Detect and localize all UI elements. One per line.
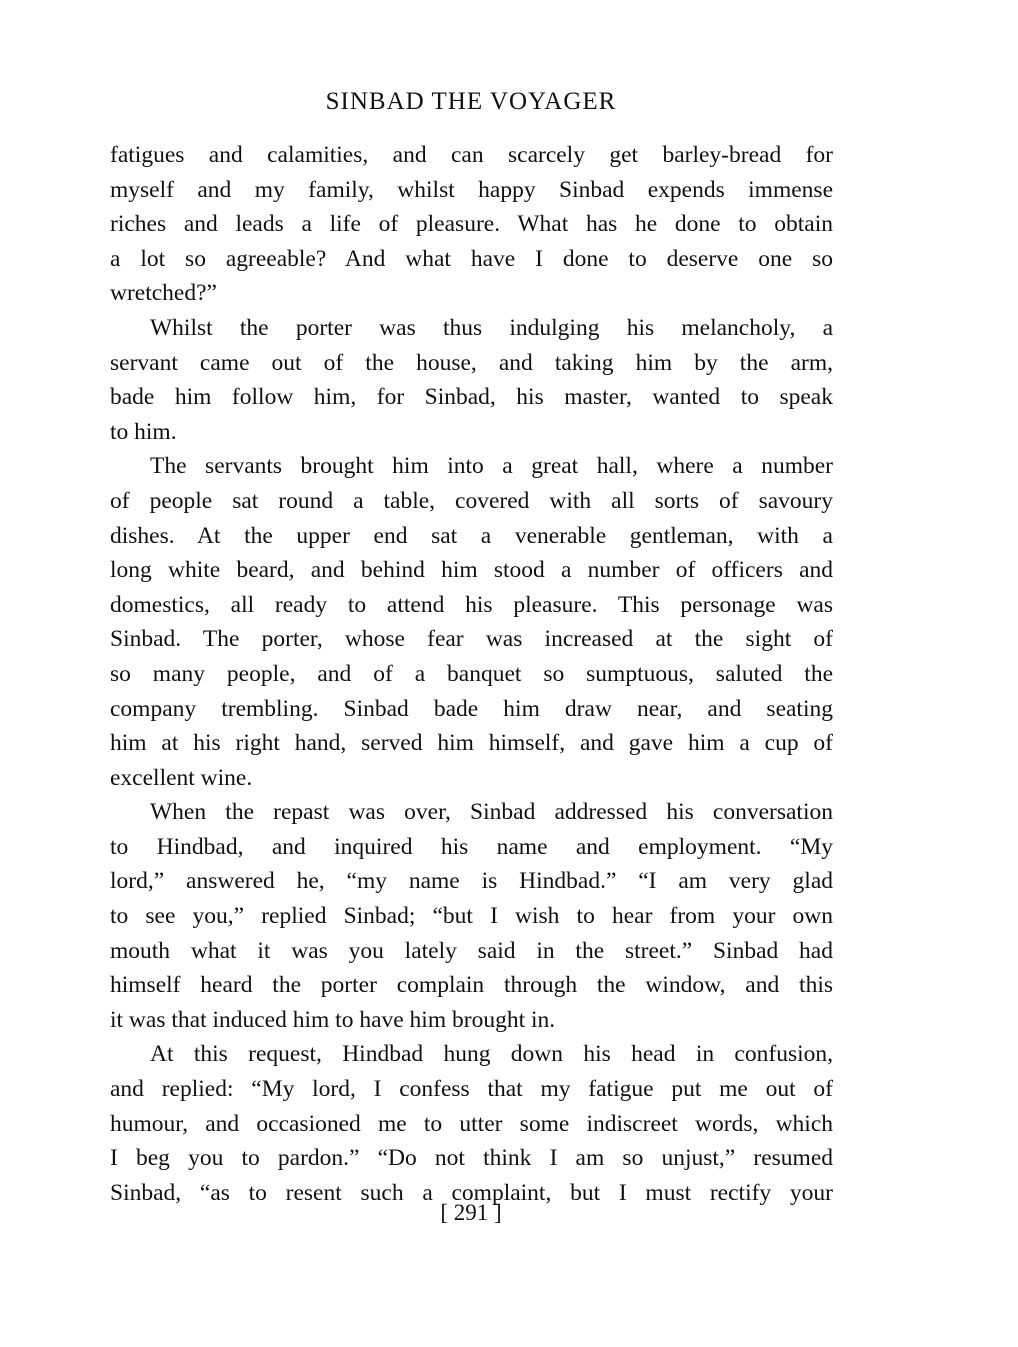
text-line: it was that induced him to have him brought in. xyxy=(110,1006,556,1033)
text-line: dishes. At the upper end sat a venerable gentleman, with a xyxy=(110,522,833,549)
body-text xyxy=(110,138,833,1210)
text-line: to him. xyxy=(110,418,177,445)
text-line: a lot so agreeable? And what have I done to deserve one so xyxy=(110,245,833,272)
text-line: of people sat round a table, covered with all sorts of savoury xyxy=(110,487,833,514)
text-line: The servants brought him into a great hall, where a number xyxy=(150,453,833,480)
text-line: myself and my family, whilst happy Sinbad expends immense xyxy=(110,176,833,203)
text-line: domestics, all ready to attend his pleasure. This personage was xyxy=(110,591,833,618)
text-line: fatigues and calamities, and can scarcely get barley-bread for xyxy=(110,142,833,168)
text-line: excellent wine. xyxy=(110,764,253,791)
text-line: mouth what it was you lately said in the street.” Sinbad had xyxy=(110,937,833,964)
text-line: servant came out of the house, and taking him by the arm, xyxy=(110,349,833,376)
text-line: long white beard, and behind him stood a number of officers and xyxy=(110,557,833,584)
text-line: Sinbad, “as to resent such a complaint, but I must rectify your xyxy=(110,1179,833,1206)
text-line: Whilst the porter was thus indulging his melancholy, a xyxy=(150,314,833,341)
text-line: company trembling. Sinbad bade him draw near, and seating xyxy=(110,695,833,722)
text-line: At this request, Hindbad hung down his head in confusion, xyxy=(150,1041,833,1068)
text-line: Sinbad. The porter, whose fear was increased at the sight of xyxy=(110,626,833,653)
text-line: him at his right hand, served him himself, and gave him a cup of xyxy=(110,730,833,757)
text-line: bade him follow him, for Sinbad, his master, wanted to speak xyxy=(110,384,833,411)
running-head: SINBAD THE VOYAGER xyxy=(325,88,617,115)
text-line: himself heard the porter complain through the window, and this xyxy=(110,972,833,999)
text-line: to see you,” replied Sinbad; “but I wish to hear from your own xyxy=(110,903,833,930)
text-line: riches and leads a life of pleasure. What has he done to obtain xyxy=(110,211,833,238)
text-line: When the repast was over, Sinbad addressed his conversation xyxy=(150,799,833,826)
text-line: wretched?” xyxy=(110,280,217,307)
text-line: lord,” answered he, “my name is Hindbad.” “I am very glad xyxy=(110,868,833,895)
text-line: I beg you to pardon.” “Do not think I am so unjust,” resumed xyxy=(110,1145,833,1172)
text-line: and replied: “My lord, I confess that my fatigue put me out of xyxy=(110,1076,833,1103)
text-line: to Hindbad, and inquired his name and employment. “My xyxy=(110,833,833,860)
text-line: so many people, and of a banquet so sumptuous, saluted the xyxy=(110,660,833,687)
page-number: [ 291 ] xyxy=(440,1200,502,1225)
text-line: humour, and occasioned me to utter some indiscreet words, which xyxy=(110,1110,833,1137)
